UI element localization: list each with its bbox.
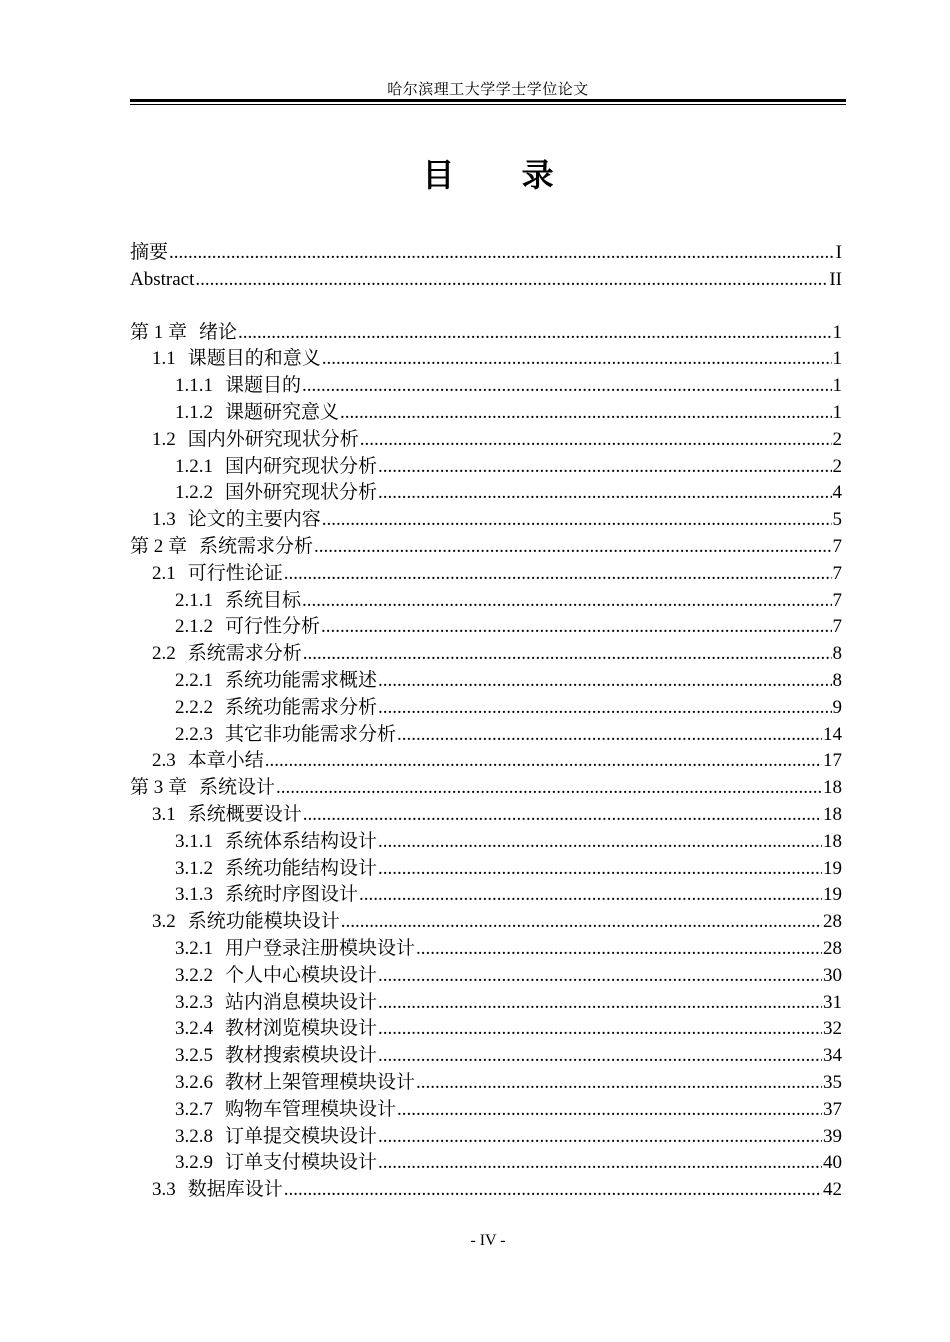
toc-entry-page: 4 [832,482,842,504]
toc-dot-leader [302,588,831,615]
toc-entry-title: 系统功能需求概述 [225,669,378,691]
toc-entry-number: 第 2 章 [130,535,188,557]
toc-entry-page: 28 [823,911,842,933]
toc-dot-leader [322,507,832,534]
toc-dot-leader [378,480,831,507]
toc-entry-title: 课题研究意义 [225,401,340,423]
toc-entry-title: 教材上架管理模块设计 [225,1071,416,1093]
toc-entry-title: 系统设计 [199,777,276,799]
toc-entry-number: 3.1.3 [175,884,213,906]
toc-entry-page: 1 [832,401,842,423]
toc-entry-title: 系统目标 [225,589,302,611]
toc-dot-leader [378,1150,822,1177]
toc-entry-number: 1.3 [152,509,176,531]
toc-entry-title: 订单支付模块设计 [225,1152,378,1174]
toc-dot-leader [378,668,831,695]
toc-entry-number: 3.1.1 [175,830,213,852]
toc-entry-title: 系统功能模块设计 [187,911,340,933]
toc-entry-title: 系统时序图设计 [225,884,359,906]
toc-dot-leader [314,534,831,561]
toc-entry-title: 系统功能需求分析 [225,696,378,718]
toc-entry[interactable] [130,561,842,588]
toc-entry-number: 2.1.1 [175,589,213,611]
toc-entry[interactable] [130,668,842,695]
toc-entry-number: 2.1 [152,562,176,584]
toc-entry[interactable] [130,1124,842,1151]
toc-entry-title: 论文的主要内容 [187,509,321,531]
toc-dot-leader [378,1043,822,1070]
toc-entry[interactable] [130,1177,842,1204]
toc-dot-leader [378,990,822,1017]
toc-entry-title: 系统需求分析 [199,535,314,557]
toc-entry-title: 摘要 [130,242,169,263]
toc-entry[interactable] [130,641,842,668]
toc-entry-title: 本章小结 [187,750,264,772]
toc-dot-leader [169,240,835,267]
toc-entry-page: 7 [832,616,842,638]
toc-entry-number: 2.2.1 [175,669,213,691]
toc-entry[interactable] [130,990,842,1017]
toc-entry-page: 39 [823,1125,842,1147]
toc-entry-page: 40 [823,1152,842,1174]
toc-entry-title: 教材搜索模块设计 [225,1045,378,1067]
toc-entry[interactable] [130,507,842,534]
header-rule-thin [130,104,846,105]
toc-entry-title: 系统功能结构设计 [225,857,378,879]
toc-entry-page: 42 [823,1179,842,1201]
toc-entry[interactable] [130,240,842,267]
toc-dot-leader [378,963,822,990]
toc-entry-page: 30 [823,964,842,986]
toc-dot-leader [378,1016,822,1043]
toc-entry-page: 28 [823,937,842,959]
toc-entry[interactable] [130,775,842,802]
toc-entry-page: 31 [823,991,842,1013]
toc-dot-leader [322,346,832,373]
toc-entry[interactable] [130,1016,842,1043]
toc-entry-number: 1.2 [152,428,176,450]
page-number: - IV - [470,1232,506,1249]
toc-entry-title: 订单提交模块设计 [225,1125,378,1147]
toc-entry-page: 1 [832,321,842,343]
toc-entry[interactable] [130,346,842,373]
toc-entry-title: 绪论 [199,321,238,343]
toc-dot-leader [378,454,831,481]
toc-entry-number: 1.2.2 [175,482,213,504]
toc-dot-leader [265,748,822,775]
toc-entry-page: 5 [832,509,842,531]
toc-entry[interactable] [130,829,842,856]
toc-entry-page: 32 [823,1018,842,1040]
toc-entry-number: 3.2.7 [175,1098,213,1120]
toc-entry-title: 国外研究现状分析 [225,482,378,504]
toc-entry-page: 9 [832,696,842,718]
toc-entry[interactable] [130,1070,842,1097]
toc-entry-title: 可行性分析 [225,616,321,638]
toc-entry-number: 3.1.2 [175,857,213,879]
toc-entry-number: 2.3 [152,750,176,772]
toc-entry-title: 国内研究现状分析 [225,455,378,477]
page-title: 目 录 [422,156,582,194]
toc-entry-title: 数据库设计 [187,1179,283,1201]
toc-entry-page: 1 [832,348,842,370]
toc-entry[interactable] [130,695,842,722]
toc-entry-title: 可行性论证 [187,562,283,584]
toc-entry-number: 3.2.1 [175,937,213,959]
toc-dot-leader [302,373,831,400]
toc-entry-page: II [829,268,842,290]
toc-entry-title: 用户登录注册模块设计 [225,937,416,959]
toc-entry[interactable] [130,936,842,963]
toc-entry-page: 8 [832,643,842,665]
toc-entry[interactable] [130,373,842,400]
running-header: 哈尔滨理工大学学士学位论文 [387,82,589,98]
toc-entry-number: 1.1 [152,348,176,370]
toc-entry-title: 个人中心模块设计 [225,964,378,986]
toc-entry[interactable] [130,748,842,775]
toc-entry-page: 37 [823,1098,842,1120]
toc-dot-leader [360,427,832,454]
toc-entry-number: 3.1 [152,803,176,825]
toc-entry-page: 18 [823,803,842,825]
toc-dot-leader [276,775,822,802]
toc-entry-page: 19 [823,884,842,906]
toc-entry-number: 2.2 [152,643,176,665]
toc-entry[interactable] [130,614,842,641]
toc-entry-page: 19 [823,857,842,879]
toc-entry-title: 站内消息模块设计 [225,991,378,1013]
toc-dot-leader [238,320,831,347]
toc-entry-page: 14 [823,723,842,745]
toc-entry-title: 系统需求分析 [187,643,302,665]
toc-dot-leader [359,882,822,909]
toc-entry-page: 7 [832,589,842,611]
toc-entry-number: 第 3 章 [130,777,188,799]
toc-entry-title: 其它非功能需求分析 [225,723,397,745]
toc-entry-title: 国内外研究现状分析 [187,428,359,450]
toc-entry-title: 系统概要设计 [187,803,302,825]
toc-entry-title: 教材浏览模块设计 [225,1018,378,1040]
toc-entry-number: 3.2.9 [175,1152,213,1174]
toc-dot-leader [341,909,822,936]
toc-entry[interactable] [130,267,842,294]
toc-entry-title: 课题目的 [225,375,302,397]
toc-entry-number: 1.1.1 [175,375,213,397]
toc-entry[interactable] [130,588,842,615]
toc-entry[interactable] [130,882,842,909]
toc-dot-leader [378,856,822,883]
toc-dot-leader [397,1097,822,1124]
toc-entry-title: 课题目的和意义 [187,348,321,370]
toc-entry-number: 3.2.8 [175,1125,213,1147]
toc-dot-leader [195,267,828,294]
toc-entry-title: 系统体系结构设计 [225,830,378,852]
toc-dot-leader [378,695,831,722]
toc-entry[interactable] [130,1097,842,1124]
toc-dot-leader [378,829,822,856]
toc-dot-leader [378,1124,822,1151]
toc-entry[interactable] [130,480,842,507]
toc-entry-page: 7 [832,535,842,557]
toc-dot-leader [340,400,831,427]
toc-entry-number: 2.1.2 [175,616,213,638]
toc-entry-page: 18 [823,777,842,799]
toc-entry[interactable] [130,909,842,936]
toc-entry-number: 第 1 章 [130,321,188,343]
toc-entry-number: 2.2.3 [175,723,213,745]
toc-entry[interactable] [130,1150,842,1177]
toc-entry-number: 1.1.2 [175,401,213,423]
toc-entry-page: 2 [832,428,842,450]
toc-entry-number: 2.2.2 [175,696,213,718]
toc-entry-number: 3.2.4 [175,1018,213,1040]
toc-dot-leader [416,1070,822,1097]
toc-entry-page: 18 [823,830,842,852]
toc-dot-leader [397,722,822,749]
toc-entry-page: 35 [823,1071,842,1093]
toc-entry-number: 1.2.1 [175,455,213,477]
toc-entry-number: 3.2.6 [175,1071,213,1093]
toc-entry[interactable] [130,400,842,427]
toc-entry-title: 购物车管理模块设计 [225,1098,397,1120]
toc-dot-leader [321,614,831,641]
toc-entry-page: I [835,242,842,263]
toc-entry[interactable] [130,963,842,990]
toc-entry-number: 3.3 [152,1179,176,1201]
header-rule-thick [130,99,846,102]
toc-entry-page: 2 [832,455,842,477]
toc-entry[interactable] [130,534,842,561]
toc-entry[interactable] [130,856,842,883]
toc-entry-number: 3.2.5 [175,1045,213,1067]
toc-entry-number: 3.2.3 [175,991,213,1013]
toc-entry[interactable] [130,427,842,454]
toc-entry[interactable] [130,802,842,829]
toc-entry-title: Abstract [130,268,195,290]
toc-entry[interactable] [130,320,842,347]
toc-entry-page: 8 [832,669,842,691]
toc-dot-leader [303,641,832,668]
toc-entry-number: 3.2 [152,911,176,933]
toc-dot-leader [303,802,822,829]
toc-dot-leader [416,936,822,963]
toc-entry-page: 17 [823,750,842,772]
toc-entry-page: 34 [823,1045,842,1067]
toc-entry[interactable] [130,722,842,749]
table-of-contents [130,240,842,1204]
toc-dot-leader [284,1177,822,1204]
toc-entry-page: 1 [832,375,842,397]
toc-entry[interactable] [130,454,842,481]
toc-entry-number: 3.2.2 [175,964,213,986]
toc-dot-leader [284,561,832,588]
toc-entry[interactable] [130,1043,842,1070]
toc-entry-page: 7 [832,562,842,584]
